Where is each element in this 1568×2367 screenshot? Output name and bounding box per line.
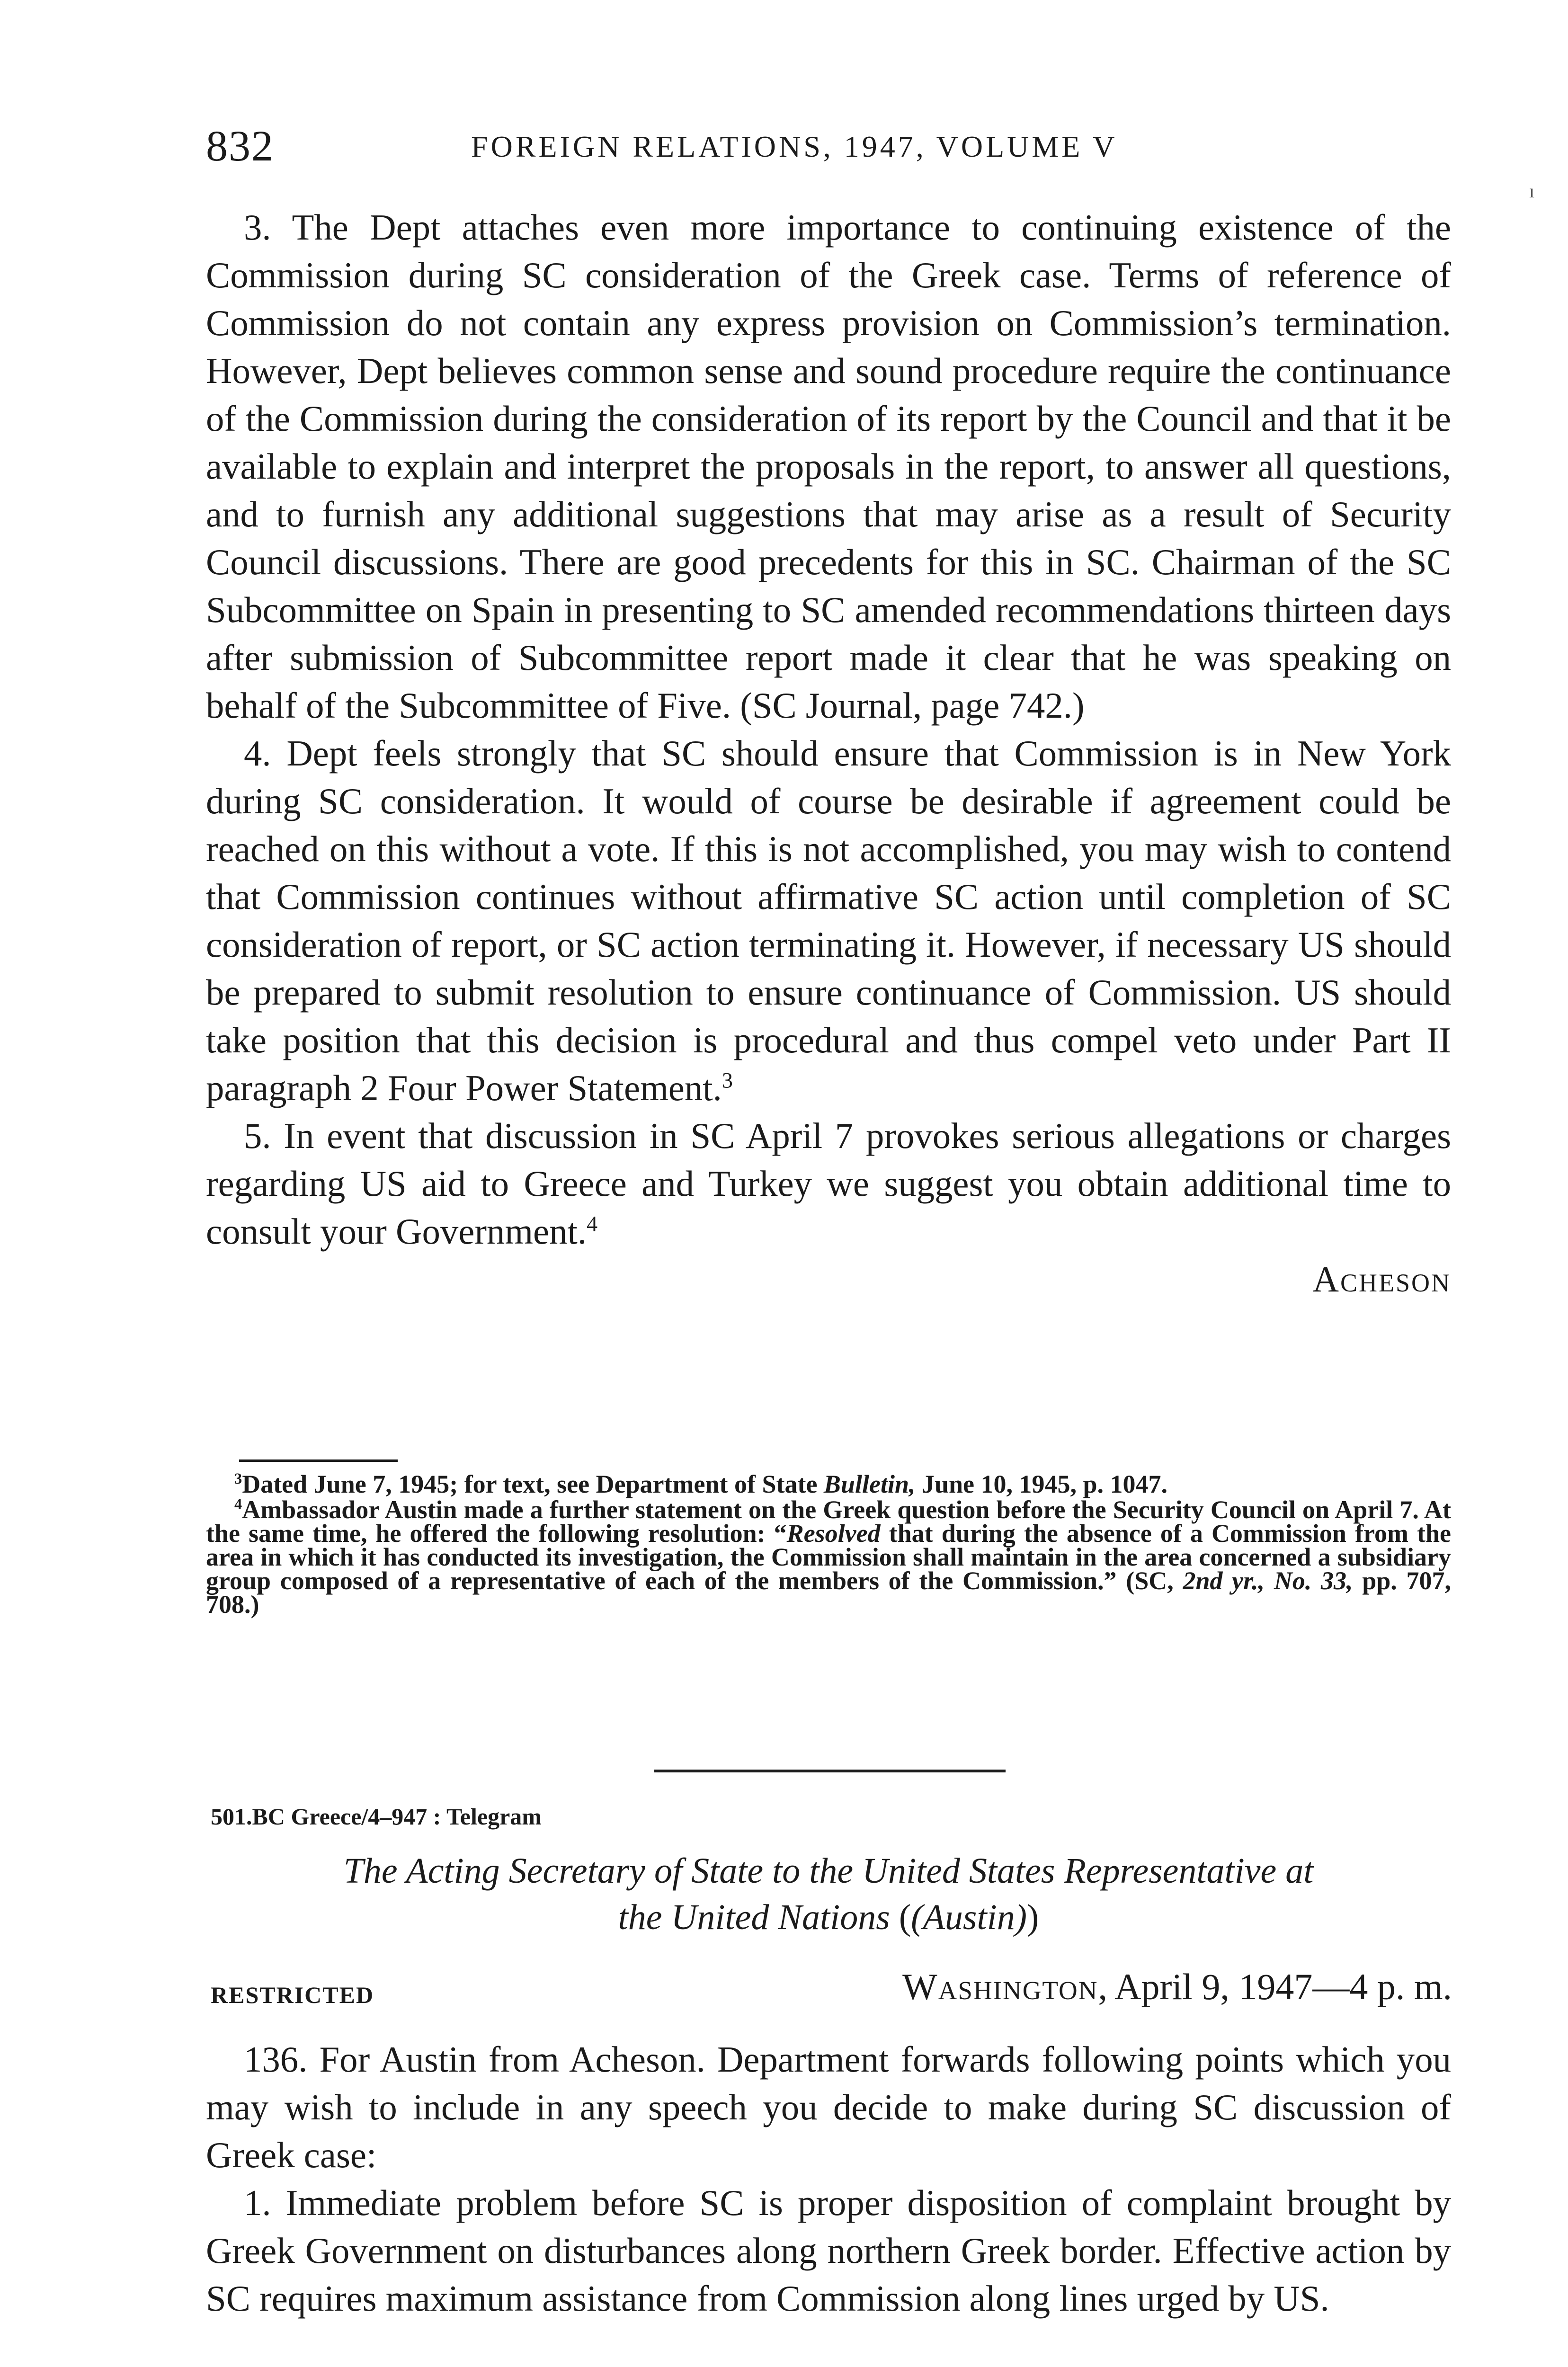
paragraph-3: 3. The Dept attaches even more importance to continuing existence of the Commission during SC consideration of the Greek case. Terms of reference of Commission do not contain any express provision on Commission’s termination. However, Dept believes common sense and sound procedure require the continuance of the Commission during the consideration of its report by the Council and that it be available to explain and interpret the proposals in the report, to answer all questions, and to furnish any additional suggestions that may arise as a result of Security Council discussions. There are good precedents for this in SC. Chairman of the SC Subcommittee on Spain in presenting to SC amended recommendations thirteen days after submission of Subcommittee report made it clear that he was speaking on behalf of the Subcommittee of Five. (SC Journal, page 742.) xyxy=(206,207,1451,726)
document-title xyxy=(206,1848,1451,1940)
footnote-3 xyxy=(206,1472,1451,1496)
document-title-un: the United Nations xyxy=(618,1897,890,1937)
paragraph-5-text: 5. In event that discussion in SC April 7 provokes serious allegations or charges regarding US aid to Greece and Turkey we suggest you obtain additional time to consult your Government. xyxy=(206,1116,1451,1252)
footnote-ref-3: 3 xyxy=(722,1068,733,1093)
margin-mark: ı xyxy=(1529,180,1535,202)
footnote-4-text: Ambassador Austin made a further statement on the Greek question before the Security Council on April 7. At the same time, he offered the following resolution: “ xyxy=(206,1495,1451,1548)
footnote-4-marker: 4 xyxy=(234,1496,242,1513)
section-divider xyxy=(654,1770,1006,1772)
footnote-ref-4: 4 xyxy=(587,1211,598,1236)
footnote-4-italic: Resolved xyxy=(786,1519,881,1548)
classification-label: RESTRICTED xyxy=(211,1982,374,2008)
footnote-3-text-end: June 10, 1945, p. 1047. xyxy=(915,1470,1168,1498)
footnote-3-marker: 3 xyxy=(234,1470,242,1487)
dateline-place: Washington xyxy=(902,1966,1098,2007)
footnote-divider xyxy=(239,1459,398,1462)
telegram-body-136 xyxy=(206,2036,1451,2323)
footnote-4 xyxy=(206,1495,1451,1619)
signature: Acheson xyxy=(1312,1259,1451,1299)
dateline xyxy=(902,1966,1452,2008)
file-reference: 501.BC Greece/4–947 : Telegram xyxy=(211,1803,542,1830)
paragraph-136: 136. For Austin from Acheson. Department forwards following points which you may wish to include in any speech you decide to make during SC discussion of Greek case: xyxy=(206,2039,1451,2175)
footnote-3-italic: Bulletin, xyxy=(823,1470,916,1498)
page-number: 832 xyxy=(206,122,274,170)
footnote-3-text: Dated June 7, 1945; for text, see Department of State xyxy=(242,1470,824,1498)
document-title-line-2: the United Nations ((Austin)) xyxy=(618,1897,1039,1937)
dateline-date: , April 9, 1947—4 p. m. xyxy=(1098,1966,1452,2007)
paragraph-4 xyxy=(206,730,1451,1112)
paragraph-4-text: 4. Dept feels strongly that SC should ensure that Commission is in New York during SC consideration. It would of course be desirable if agreement could be reached on this without a vote. If this is not accomplished, you may wish to contend that Commission continues without affirmative SC action until completion of SC consideration of report, or SC action terminating it. However, if necessary US should be prepared to submit resolution to ensure continuance of Commission. US should take position that this decision is procedural and thus compel veto under Part II paragraph 2 Four Power Statement. xyxy=(206,733,1451,1108)
footnotes xyxy=(206,1470,1451,1619)
running-title: FOREIGN RELATIONS, 1947, VOLUME V xyxy=(471,130,1118,163)
document-title-recipient: (Austin) xyxy=(911,1897,1027,1937)
paragraph-point-1: 1. Immediate problem before SC is proper disposition of complaint brought by Greek Government on disturbances along northern Greek border. Effective action by SC requires maximum assistance from Commission along lines urged by US. xyxy=(206,2183,1451,2319)
footnote-4-italic-citation: 2nd yr., No. 33, xyxy=(1183,1566,1353,1595)
footnote-4-text-mid: that during the absence of a Commission from the area in which it has conducted its investigation, the Commission shall maintain in the area concerned a subsidiary group composed of a representative of each of the members of the Commission.” (SC, xyxy=(206,1519,1451,1595)
paragraph-5 xyxy=(206,1112,1451,1255)
page-header xyxy=(206,121,1451,173)
footnote-4-text-end: pp. 707, 708.) xyxy=(206,1566,1451,1619)
document-title-line-1: The Acting Secretary of State to the United States Representative at xyxy=(343,1851,1314,1891)
telegram-body-continued xyxy=(206,204,1451,1303)
